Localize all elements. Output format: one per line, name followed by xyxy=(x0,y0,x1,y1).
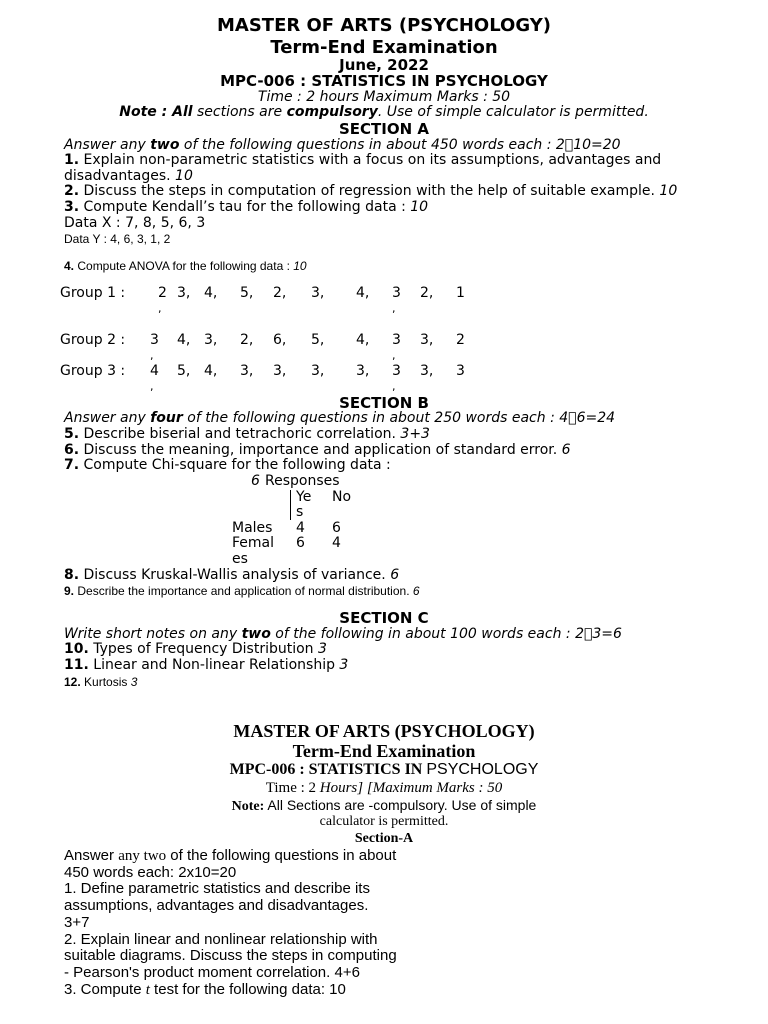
q-marks: 6 xyxy=(409,584,420,598)
q-marks: 10 xyxy=(170,168,193,184)
page-title: MASTER OF ARTS (PSYCHOLOGY) xyxy=(233,721,535,741)
q-num: 9. xyxy=(64,584,75,598)
note-label: Note: xyxy=(231,799,265,814)
anova-cell: 3, xyxy=(420,363,434,379)
chi-divider xyxy=(290,490,291,520)
section-a-instructions xyxy=(64,137,621,153)
instr-post: of the following in about 100 words each : 2  xyxy=(270,626,593,642)
anova-cell: 3, xyxy=(311,285,325,301)
question-1-line-1: 1. Define parametric statistics and describe its xyxy=(64,880,370,897)
page-title: MASTER OF ARTS (PSYCHOLOGY) xyxy=(217,15,551,36)
q-text: Describe the importance and application of normal distribution. xyxy=(74,584,410,598)
exam-date: June, 2022 xyxy=(339,56,429,74)
question-1-marks: 3+7 xyxy=(64,914,90,931)
question-9 xyxy=(64,584,420,598)
question-1 xyxy=(64,152,661,168)
note-label: Note : All xyxy=(119,104,193,120)
anova-cell: 5, xyxy=(240,285,254,301)
anova-cell: 3, xyxy=(204,332,218,348)
q-marks: 3 xyxy=(127,675,138,689)
chi-header: Responses xyxy=(265,473,340,489)
q-num: 6. xyxy=(64,442,80,458)
instr-c: of the following questions in about xyxy=(166,847,397,864)
anova-cell: 4, xyxy=(177,332,191,348)
note-compulsory: compulsory xyxy=(286,104,378,120)
anova-cell: 2, xyxy=(273,285,287,301)
question-1-line-2: assumptions, advantages and disadvantages. xyxy=(64,897,369,914)
anova-group-label: Group 2 : xyxy=(60,332,126,348)
q-num: 8. xyxy=(64,567,80,583)
q-num: 5. xyxy=(64,426,80,442)
question-2-line-2: suitable diagrams. Discuss the steps in computing xyxy=(64,947,397,964)
course-title xyxy=(0,761,768,779)
anova-cell: 3, xyxy=(240,363,254,379)
note-text: All Sections are -compulsory. Use of simple xyxy=(264,797,537,813)
instr-pre: Answer any xyxy=(64,137,151,153)
q-num: 3. xyxy=(64,199,80,215)
exam-subtitle: Term-End Examination xyxy=(270,37,498,58)
anova-cell: 3 xyxy=(392,285,401,301)
chi-cell: 4 xyxy=(332,535,341,551)
q-num: 1. xyxy=(64,152,80,168)
note-rest: . Use of simple calculator is permitted. xyxy=(377,104,649,120)
section-c-heading: SECTION C xyxy=(339,609,429,627)
q-text: Linear and Non-linear Relationship xyxy=(88,657,335,673)
note-line xyxy=(0,104,768,120)
note-line xyxy=(0,797,768,815)
anova-cell: 2, xyxy=(240,332,254,348)
chi-cell: 6 xyxy=(332,520,341,536)
q3-a: 3. Compute xyxy=(64,981,146,998)
q-text: Kurtosis xyxy=(80,675,128,689)
anova-stray-comma: , xyxy=(392,302,396,315)
anova-stray-comma: , xyxy=(392,380,396,393)
section-b-instructions xyxy=(64,410,615,426)
q-text-cont: disadvantages. xyxy=(64,168,171,184)
note-mid: sections are xyxy=(192,104,287,120)
anova-cell: 4, xyxy=(204,363,218,379)
question-11 xyxy=(64,657,348,673)
q3-t: t xyxy=(145,982,150,998)
question-1-cont xyxy=(64,168,193,184)
anova-group-label: Group 1 : xyxy=(60,285,126,301)
instr-post2: 10=20 xyxy=(573,137,621,153)
instr-b: any two xyxy=(118,848,167,864)
anova-cell: 3 xyxy=(150,332,159,348)
q-text: Compute Kendall’s tau for the following data : xyxy=(79,199,406,215)
question-2-line-1: 2. Explain linear and nonlinear relationship with xyxy=(64,931,378,948)
q-marks: 10 xyxy=(654,183,678,199)
course-title: MPC-006 : STATISTICS IN PSYCHOLOGY xyxy=(220,72,548,90)
note-line-2: calculator is permitted. xyxy=(319,814,449,829)
anova-cell: 5, xyxy=(177,363,191,379)
anova-cell: 1 xyxy=(456,285,465,301)
anova-cell: 2 xyxy=(158,285,167,301)
time-a: Time : 2 xyxy=(265,780,320,796)
section-b-heading: SECTION B xyxy=(339,394,429,412)
anova-cell: 4, xyxy=(204,285,218,301)
instr-pre: Answer any xyxy=(64,410,151,426)
q-text: Discuss the steps in computation of regression with the help of suitable example. xyxy=(79,183,655,199)
data-x: Data X : 7, 8, 5, 6, 3 xyxy=(64,215,206,231)
q-marks: 6 xyxy=(557,442,571,458)
time-marks: Time : 2 hours Maximum Marks : 50 xyxy=(257,89,511,105)
instr-a: Answer xyxy=(64,847,119,864)
anova-cell: 2 xyxy=(456,332,465,348)
section-a-heading: Section-A xyxy=(354,831,414,846)
anova-cell: 3, xyxy=(273,363,287,379)
question-2-line-3: - Pearson's product moment correlation. 4+6 xyxy=(64,964,360,981)
anova-cell: 3 xyxy=(456,363,465,379)
instr-bold: two xyxy=(150,137,180,153)
question-2 xyxy=(64,183,677,199)
q-num: 4. xyxy=(64,259,75,273)
time-marks xyxy=(0,780,768,797)
question-4 xyxy=(64,259,307,273)
anova-cell: 5, xyxy=(311,332,325,348)
question-5 xyxy=(64,426,430,442)
chi-row-label: Males xyxy=(232,520,273,536)
chi-row-label: Femal xyxy=(232,535,275,551)
q-text: Describe biserial and tetrachoric correlation. xyxy=(79,426,396,442)
anova-cell: 4, xyxy=(356,285,370,301)
instructions xyxy=(64,847,396,865)
chi-cell: 4 xyxy=(296,520,305,536)
anova-cell: 3, xyxy=(311,363,325,379)
question-7 xyxy=(64,457,391,473)
q-marks: 3+3 xyxy=(395,426,430,442)
time-b: Hours] [Maximum Marks : 50 xyxy=(319,780,503,796)
course-title-b: PSYCHOLOGY xyxy=(426,761,539,778)
q-marks: 10 xyxy=(405,199,429,215)
course-title-a: MPC-006 : STATISTICS IN xyxy=(229,761,427,778)
question-3 xyxy=(64,981,346,999)
q-marks: 6 xyxy=(385,567,400,583)
anova-cell: 3 xyxy=(392,363,401,379)
q-text: Compute ANOVA for the following data : xyxy=(74,259,290,273)
q-marks: 3 xyxy=(313,641,327,657)
instr-pre: Write short notes on any xyxy=(64,626,242,642)
q-marks: 10 xyxy=(289,259,307,273)
q-num: 11. xyxy=(64,657,89,673)
q-num: 10. xyxy=(64,641,89,657)
anova-stray-comma: , xyxy=(392,349,396,362)
anova-cell: 3, xyxy=(177,285,191,301)
q-text: Types of Frequency Distribution xyxy=(88,641,314,657)
anova-stray-comma: , xyxy=(158,302,162,315)
question-3 xyxy=(64,199,428,215)
instructions-2: 450 words each: 2x10=20 xyxy=(64,864,237,881)
chi-col-yes-cont: s xyxy=(296,504,304,520)
anova-cell: 3, xyxy=(356,363,370,379)
q-marks: 3 xyxy=(334,657,349,673)
anova-cell: 3 xyxy=(392,332,401,348)
anova-stray-comma: , xyxy=(150,349,154,362)
q-num: 2. xyxy=(64,183,80,199)
q-num: 7. xyxy=(64,457,80,473)
chi-row-label-cont: es xyxy=(232,551,248,567)
chi-col-yes: Ye xyxy=(296,489,312,505)
chi-marks: 6 xyxy=(251,473,260,489)
exam-subtitle: Term-End Examination xyxy=(292,741,476,761)
anova-cell: 6, xyxy=(273,332,287,348)
data-y: Data Y : 4, 6, 3, 1, 2 xyxy=(64,232,171,246)
question-10 xyxy=(64,641,327,657)
q-text: Explain non-parametric statistics with a focus on its assumptions, advantages and xyxy=(79,152,662,168)
anova-group-label: Group 3 : xyxy=(60,363,126,379)
instr-post2: 3=6 xyxy=(592,626,622,642)
instr-bold: two xyxy=(241,626,271,642)
section-c-instructions xyxy=(64,626,622,642)
q3-b: test for the following data: 10 xyxy=(149,981,346,998)
chi-col-no: No xyxy=(332,489,352,505)
instr-post2: 6=24 xyxy=(576,410,616,426)
instr-post: of the following questions in about 450 words each : 2  xyxy=(179,137,574,153)
q-text: Compute Chi-square for the following data : xyxy=(79,457,391,473)
instr-post: of the following questions in about 250 words each : 4  xyxy=(182,410,577,426)
anova-cell: 4 xyxy=(150,363,159,379)
question-6 xyxy=(64,442,571,458)
chi-cell: 6 xyxy=(296,535,305,551)
question-8 xyxy=(64,567,399,583)
q-text: Discuss Kruskal-Wallis analysis of variance. xyxy=(79,567,386,583)
anova-cell: 2, xyxy=(420,285,434,301)
anova-cell: 3, xyxy=(420,332,434,348)
anova-stray-comma: , xyxy=(150,380,154,393)
q-num: 12. xyxy=(64,675,81,689)
instr-bold: four xyxy=(150,410,183,426)
question-12 xyxy=(64,675,137,689)
anova-cell: 4, xyxy=(356,332,370,348)
q-text: Discuss the meaning, importance and application of standard error. xyxy=(79,442,558,458)
section-a-heading: SECTION A xyxy=(338,120,429,138)
